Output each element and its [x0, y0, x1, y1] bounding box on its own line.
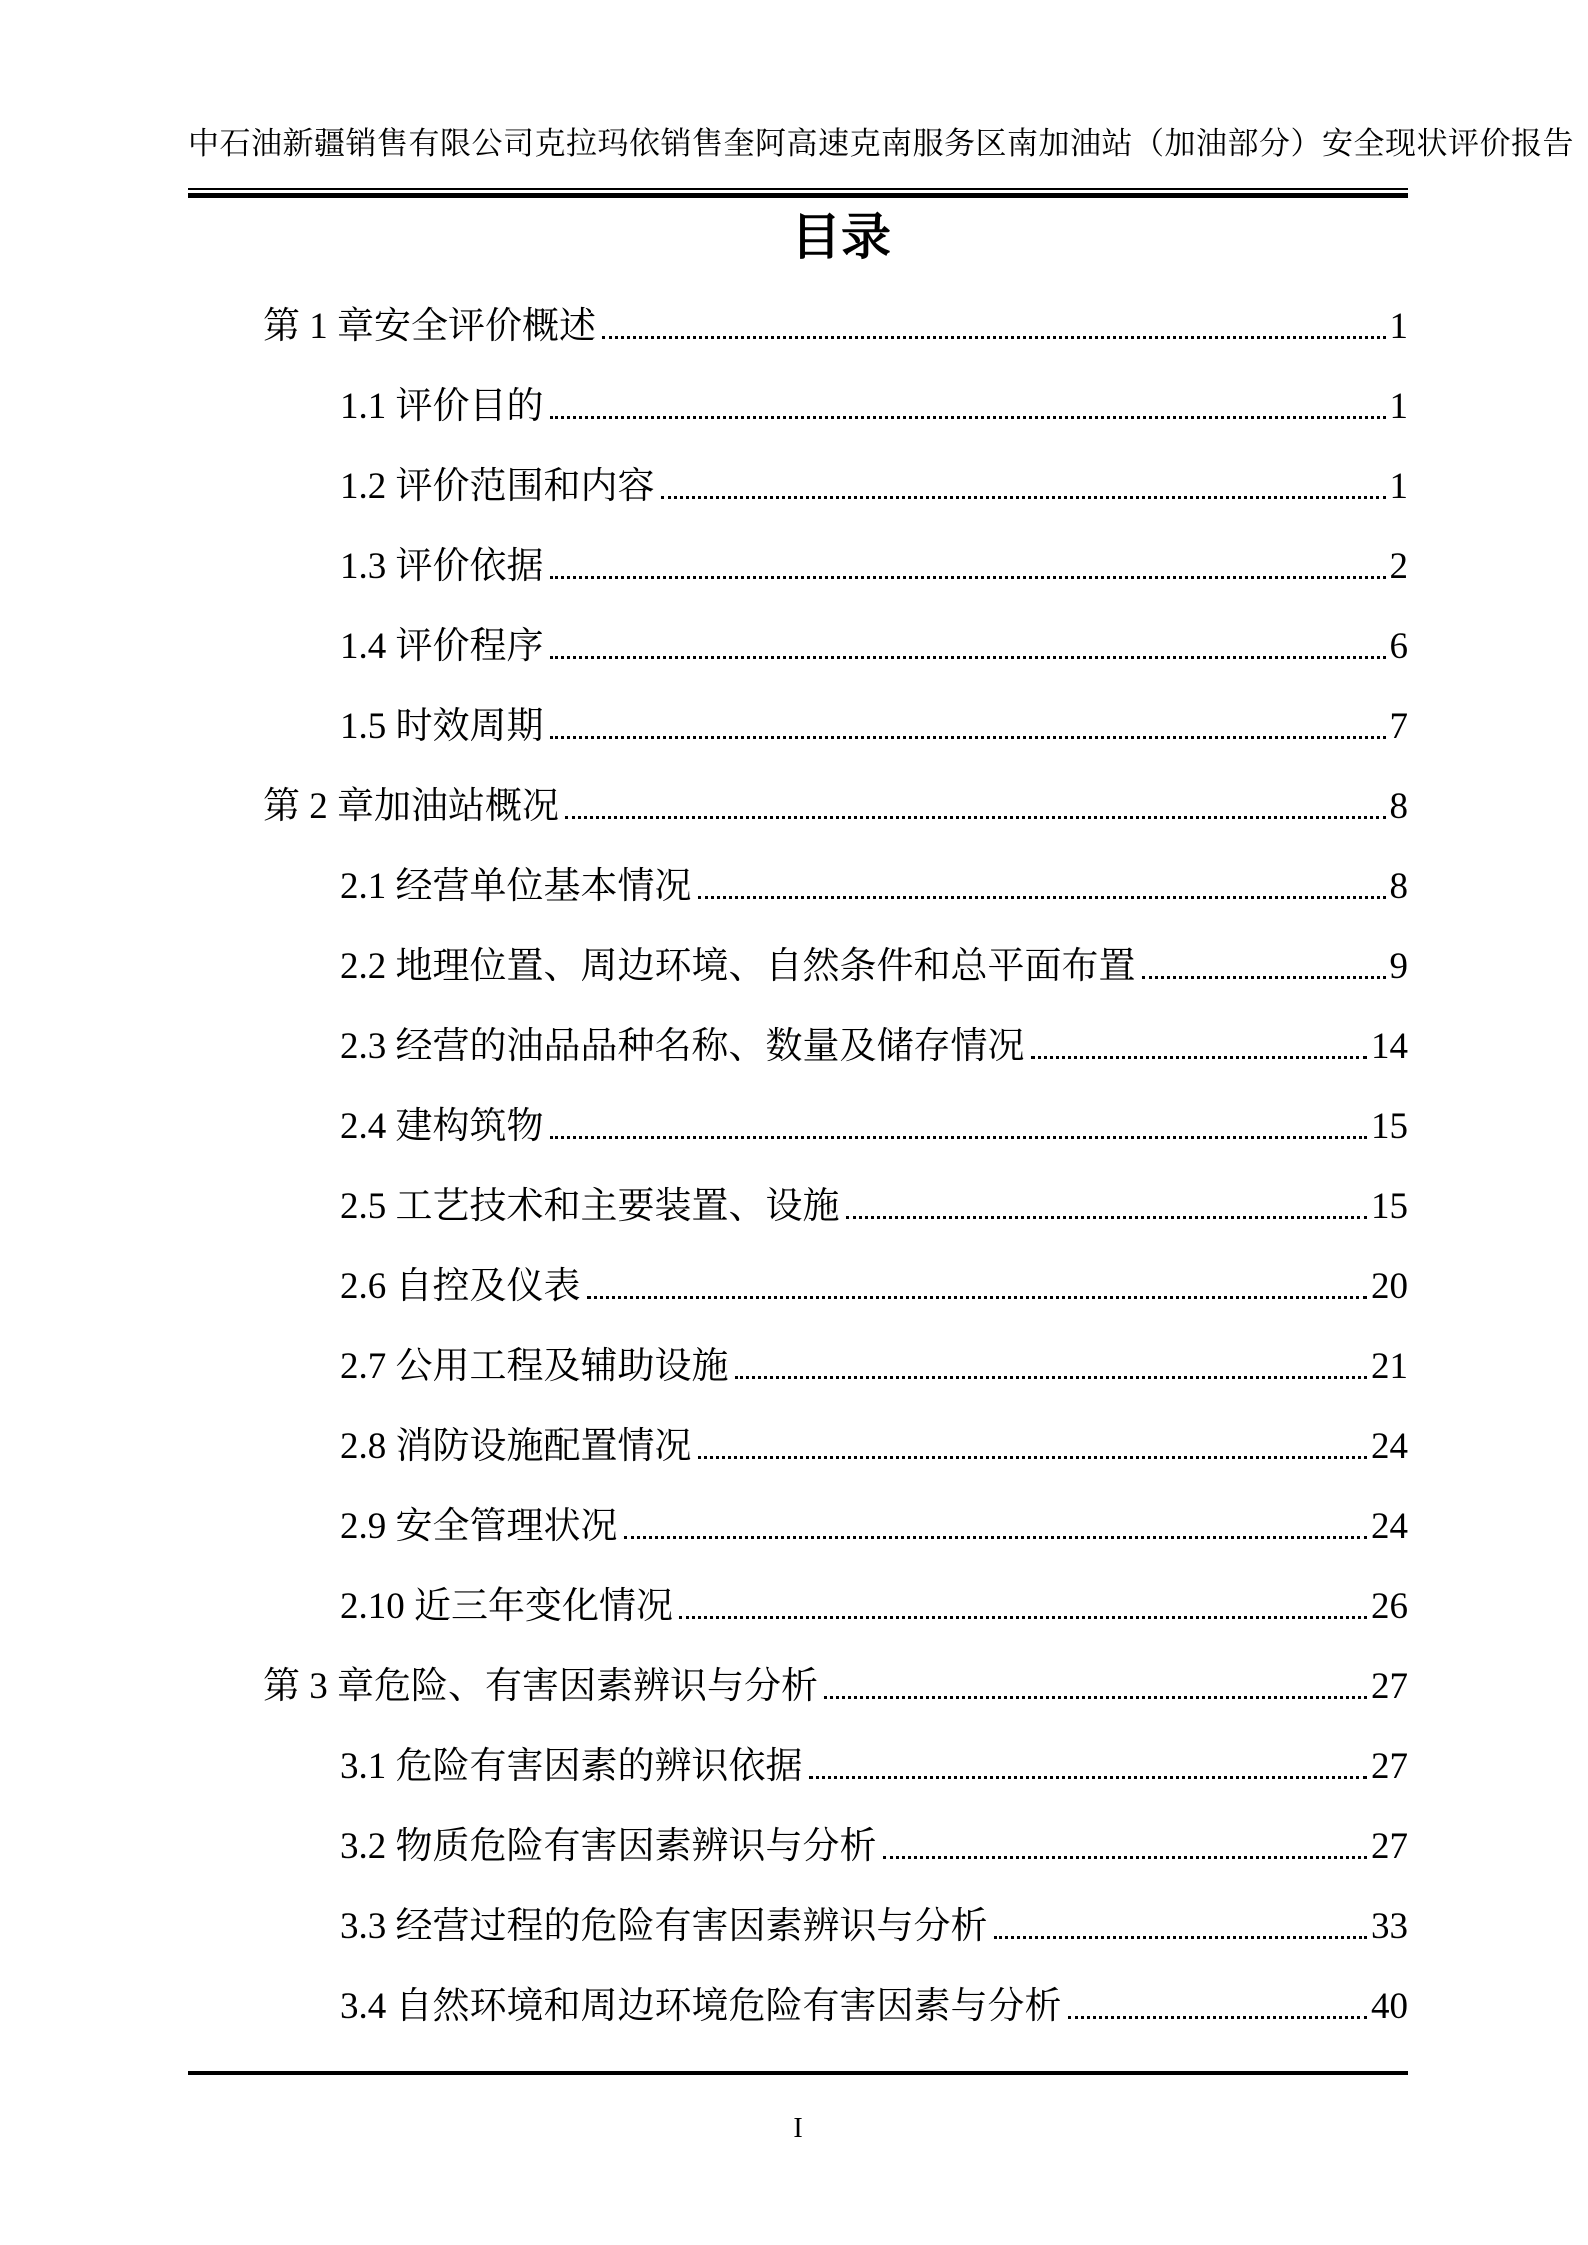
header-rule	[188, 188, 1408, 198]
toc-dot-leader	[735, 1376, 1368, 1379]
toc-entry-page-number: 21	[1371, 1346, 1408, 1387]
toc-entry-page-number: 1	[1389, 386, 1408, 427]
toc-entry-label: 2.5 工艺技术和主要装置、设施	[340, 1186, 840, 1227]
toc-dot-leader	[809, 1776, 1368, 1779]
toc-entry[interactable]	[188, 1186, 1408, 1228]
toc-entry-page-number: 9	[1389, 946, 1408, 987]
toc-dot-leader	[824, 1696, 1367, 1699]
toc-entry[interactable]	[188, 1266, 1408, 1308]
toc-entry-page-number: 24	[1371, 1506, 1408, 1547]
toc-dot-leader	[550, 656, 1386, 659]
toc-entry[interactable]	[188, 306, 1408, 348]
toc-dot-leader	[550, 736, 1386, 739]
toc-dot-leader	[698, 1456, 1368, 1459]
toc-entry[interactable]	[188, 786, 1408, 828]
toc-dot-leader	[624, 1536, 1368, 1539]
toc-entry[interactable]	[188, 546, 1408, 588]
toc-dot-leader	[661, 496, 1386, 499]
toc-entry-page-number: 40	[1371, 1986, 1408, 2027]
toc-entry-label: 1.3 评价依据	[340, 546, 544, 587]
toc-entry[interactable]	[188, 866, 1408, 908]
toc-entry[interactable]	[188, 1986, 1408, 2028]
toc-entry[interactable]	[188, 466, 1408, 508]
toc-entry[interactable]	[188, 706, 1408, 748]
toc-entry-label: 2.8 消防设施配置情况	[340, 1426, 692, 1467]
toc-entry-label: 2.2 地理位置、周边环境、自然条件和总平面布置	[340, 946, 1136, 987]
toc-entry[interactable]	[188, 1346, 1408, 1388]
toc-entry-page-number: 26	[1371, 1586, 1408, 1627]
toc-entry-page-number: 1	[1389, 466, 1408, 507]
toc-dot-leader	[550, 416, 1386, 419]
toc-entry-page-number: 24	[1371, 1426, 1408, 1467]
toc-dot-leader	[587, 1296, 1368, 1299]
toc-dot-leader	[550, 1136, 1368, 1139]
toc-entry-label: 3.2 物质危险有害因素辨识与分析	[340, 1826, 877, 1867]
toc-dot-leader	[994, 1936, 1368, 1939]
toc-entry-page-number: 27	[1371, 1666, 1408, 1707]
toc-entry-label: 2.10 近三年变化情况	[340, 1586, 673, 1627]
toc-entry-label: 3.4 自然环境和周边环境危险有害因素与分析	[340, 1986, 1062, 2027]
footer-rule	[188, 2071, 1408, 2075]
toc-entry[interactable]	[188, 1426, 1408, 1468]
toc-entry-label: 2.9 安全管理状况	[340, 1506, 618, 1547]
toc-entry-label: 第 2 章加油站概况	[263, 786, 559, 827]
toc-entry-page-number: 1	[1389, 306, 1408, 347]
toc-dot-leader	[1068, 2016, 1368, 2019]
toc-title: 目录	[791, 209, 891, 265]
toc-entry-page-number: 27	[1371, 1826, 1408, 1867]
toc-entry[interactable]	[188, 946, 1408, 988]
toc-entry[interactable]	[188, 1746, 1408, 1788]
toc-entry[interactable]	[188, 1666, 1408, 1708]
toc-dot-leader	[602, 336, 1386, 339]
table-of-contents	[188, 306, 1408, 2066]
toc-entry-page-number: 27	[1371, 1746, 1408, 1787]
toc-entry[interactable]	[188, 1106, 1408, 1148]
running-header: 中石油新疆销售有限公司克拉玛依销售奎阿高速克南服务区南加油站（加油部分）安全现状评价报告	[188, 126, 1574, 161]
toc-entry-label: 1.2 评价范围和内容	[340, 466, 655, 507]
toc-entry[interactable]	[188, 1026, 1408, 1068]
toc-dot-leader	[698, 896, 1386, 899]
toc-dot-leader	[846, 1216, 1368, 1219]
toc-entry-label: 1.1 评价目的	[340, 386, 544, 427]
toc-entry[interactable]	[188, 1826, 1408, 1868]
toc-entry-label: 3.1 危险有害因素的辨识依据	[340, 1746, 803, 1787]
toc-entry-page-number: 15	[1371, 1106, 1408, 1147]
toc-entry-label: 第 3 章危险、有害因素辨识与分析	[263, 1666, 818, 1707]
toc-dot-leader	[883, 1856, 1368, 1859]
page-number: I	[793, 2113, 803, 2144]
toc-entry-page-number: 2	[1389, 546, 1408, 587]
toc-entry-label: 2.4 建构筑物	[340, 1106, 544, 1147]
toc-entry-page-number: 6	[1389, 626, 1408, 667]
toc-dot-leader	[679, 1616, 1367, 1619]
toc-entry-label: 3.3 经营过程的危险有害因素辨识与分析	[340, 1906, 988, 1947]
toc-entry-label: 2.3 经营的油品品种名称、数量及储存情况	[340, 1026, 1025, 1067]
toc-entry[interactable]	[188, 626, 1408, 668]
toc-entry-page-number: 20	[1371, 1266, 1408, 1307]
toc-entry[interactable]	[188, 1906, 1408, 1948]
toc-entry[interactable]	[188, 1506, 1408, 1548]
toc-entry-label: 1.4 评价程序	[340, 626, 544, 667]
toc-entry-page-number: 14	[1371, 1026, 1408, 1067]
toc-dot-leader	[550, 576, 1386, 579]
toc-entry-page-number: 15	[1371, 1186, 1408, 1227]
toc-entry[interactable]	[188, 1586, 1408, 1628]
toc-dot-leader	[1031, 1056, 1368, 1059]
toc-entry[interactable]	[188, 386, 1408, 428]
toc-entry-label: 2.6 自控及仪表	[340, 1266, 581, 1307]
toc-dot-leader	[565, 816, 1386, 819]
toc-entry-page-number: 8	[1389, 786, 1408, 827]
toc-entry-label: 1.5 时效周期	[340, 706, 544, 747]
toc-entry-label: 2.1 经营单位基本情况	[340, 866, 692, 907]
toc-entry-page-number: 7	[1389, 706, 1408, 747]
toc-entry-label: 第 1 章安全评价概述	[263, 306, 596, 347]
toc-entry-page-number: 33	[1371, 1906, 1408, 1947]
toc-dot-leader	[1142, 976, 1386, 979]
toc-entry-page-number: 8	[1389, 866, 1408, 907]
toc-entry-label: 2.7 公用工程及辅助设施	[340, 1346, 729, 1387]
